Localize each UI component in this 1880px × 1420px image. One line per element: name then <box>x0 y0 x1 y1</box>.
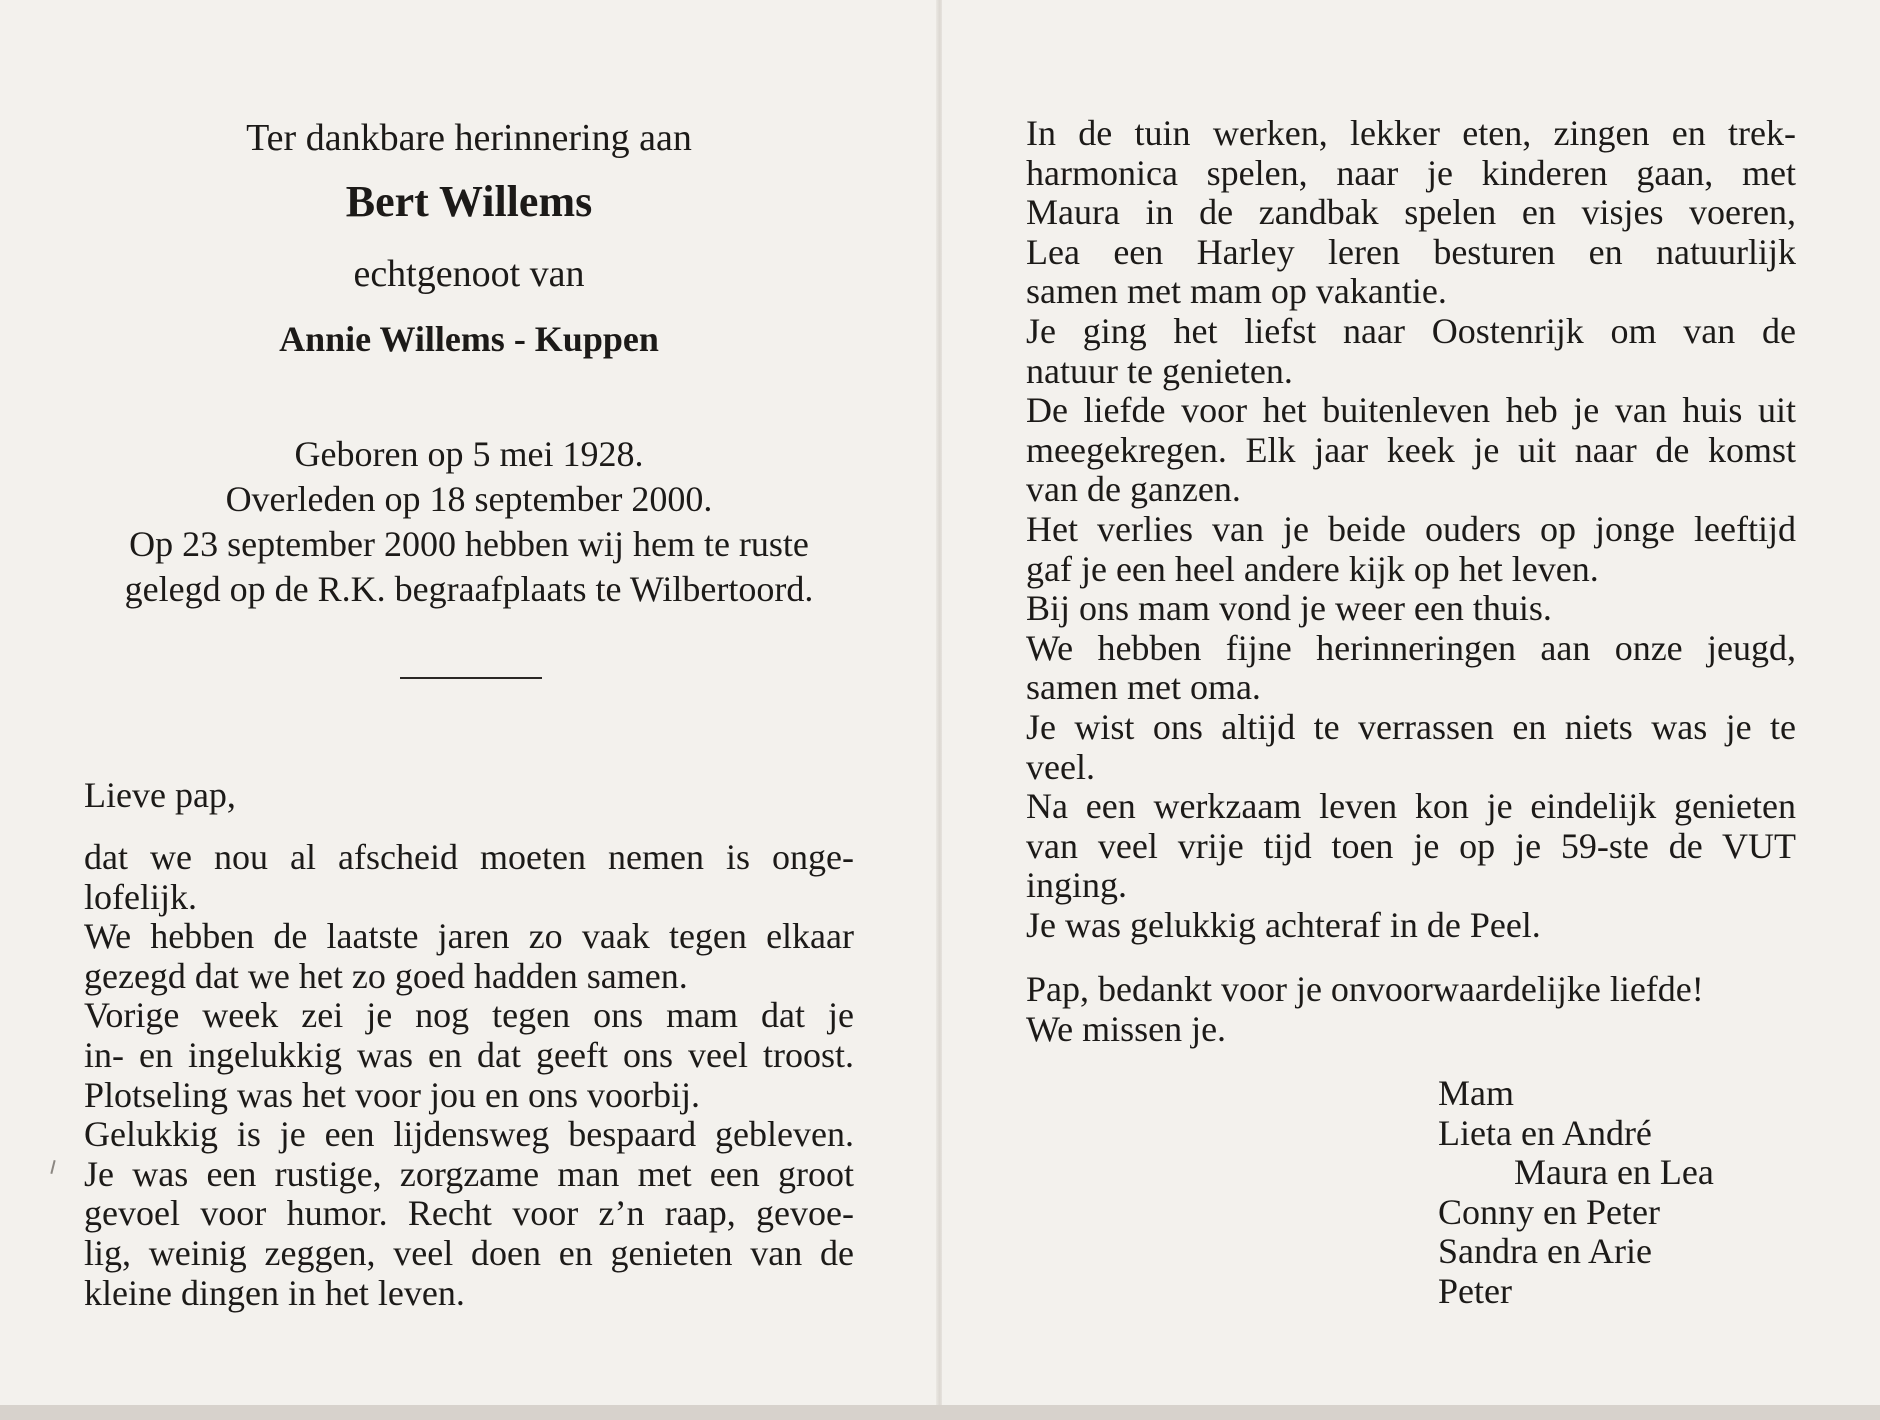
spouse-name: Annie Willems - Kuppen <box>279 319 659 359</box>
deceased-name: Bert Willems <box>345 177 593 226</box>
signature-line: Conny en Peter <box>1438 1191 1660 1232</box>
card-bottom-edge <box>0 1405 1880 1420</box>
text-line: We missen je. <box>1026 1008 1227 1049</box>
section-divider <box>400 677 542 679</box>
burial-date-line: Op 23 september 2000 hebben wij hem te ruste <box>129 524 809 564</box>
text-line: Lea een Harley leren besturen en natuurlijk <box>1026 231 1796 272</box>
text-line: natuur te genieten. <box>1026 350 1293 391</box>
text-line: van veel vrije tijd toen je op je 59-ste de VUT <box>1026 825 1796 866</box>
salutation: Lieve pap, <box>84 775 236 815</box>
spouse-label: echtgenoot van <box>353 253 585 295</box>
text-line: van de ganzen. <box>1026 469 1241 510</box>
text-line: lofelijk. <box>84 876 197 917</box>
left-panel <box>0 0 938 1420</box>
signature-line: Sandra en Arie <box>1438 1231 1652 1272</box>
signature-line: Lieta en André <box>1438 1112 1652 1153</box>
text-line: gevoel voor humor. Recht voor z’n raap, gevoe- <box>84 1193 854 1234</box>
text-line: gezegd dat we het zo goed hadden samen. <box>84 955 688 996</box>
text-line: harmonica spelen, naar je kinderen gaan, met <box>1026 152 1796 193</box>
text-line: Bij ons mam vond je weer een thuis. <box>1026 588 1552 629</box>
paper-speck <box>50 1160 55 1174</box>
birth-date-line: Geboren op 5 mei 1928. <box>294 434 644 474</box>
text-line: Het verlies van je beide ouders op jonge leeftijd <box>1026 508 1796 549</box>
closing-message <box>1026 970 1796 1049</box>
left-message <box>84 838 854 1313</box>
text-line: gaf je een heel andere kijk op het leven. <box>1026 548 1599 589</box>
text-line: De liefde voor het buitenleven heb je van huis uit <box>1026 390 1796 431</box>
text-line: veel. <box>1026 746 1095 787</box>
right-message <box>1026 114 1796 945</box>
text-line: Maura in de zandbak spelen en visjes voeren, <box>1026 192 1796 233</box>
text-line: samen met mam op vakantie. <box>1026 271 1447 312</box>
text-line: dat we nou al afscheid moeten nemen is onge- <box>84 837 854 877</box>
text-line: inging. <box>1026 865 1128 906</box>
text-line: Pap, bedankt voor je onvoorwaardelijke liefde! <box>1026 969 1704 1009</box>
signatures <box>1438 1074 1798 1312</box>
text-line: Je was een rustige, zorgzame man met een groot <box>84 1153 854 1194</box>
burial-place-line: gelegd op de R.K. begraafplaats te Wilbertoord. <box>124 569 814 609</box>
dates-block <box>80 432 858 612</box>
signature-line: Mam <box>1438 1073 1514 1113</box>
text-line: samen met oma. <box>1026 667 1261 708</box>
text-line: We hebben fijne herinneringen aan onze jeugd, <box>1026 627 1796 668</box>
text-line: Je was gelukkig achteraf in de Peel. <box>1026 904 1541 945</box>
text-line: Gelukkig is je een lijdensweg bespaard gebleven. <box>84 1114 854 1155</box>
signature-line: Maura en Lea <box>1514 1152 1714 1193</box>
signature-line: Peter <box>1438 1270 1512 1311</box>
text-line: Je wist ons altijd te verrassen en niets was je te <box>1026 706 1796 747</box>
text-line: Vorige week zei je nog tegen ons mam dat je <box>84 995 854 1036</box>
death-date-line: Overleden op 18 september 2000. <box>225 479 713 519</box>
text-line: Je ging het liefst naar Oostenrijk om van de <box>1026 310 1796 351</box>
intro-text: Ter dankbare herinnering aan <box>246 117 692 159</box>
text-line: kleine dingen in het leven. <box>84 1272 465 1313</box>
text-line: Na een werkzaam leven kon je eindelijk genieten <box>1026 786 1796 827</box>
text-line: Plotseling was het voor jou en ons voorbij. <box>84 1074 700 1115</box>
text-line: meegekregen. Elk jaar keek je uit naar de komst <box>1026 429 1796 470</box>
text-line: lig, weinig zeggen, veel doen en genieten van de <box>84 1232 854 1273</box>
text-line: We hebben de laatste jaren zo vaak tegen elkaar <box>84 916 854 957</box>
text-line: in- en ingelukkig was en dat geeft ons veel troost. <box>84 1034 854 1075</box>
text-line: In de tuin werken, lekker eten, zingen en trek- <box>1026 113 1796 153</box>
